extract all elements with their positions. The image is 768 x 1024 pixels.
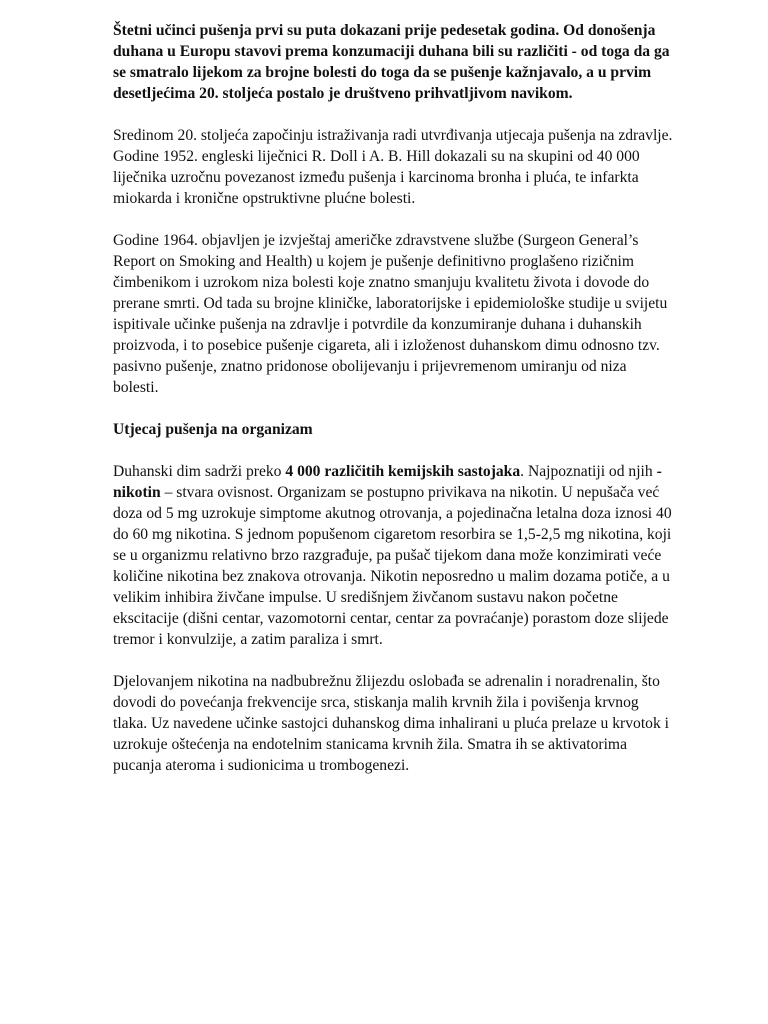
- intro-paragraph: Štetni učinci pušenja prvi su puta dokazani prije pedesetak godina. Od donošenja duhana u Europu stavovi prema konzumaciji duhana bili su različiti - od toga da ga se smatralo lijekom za brojne bolesti do toga da se pušenje kažnjavalo, a u prvim desetljećima 20. stoljeća postalo je društveno prihvatljivom navikom.: [113, 22, 670, 102]
- nicotine-bold-1: 4 000 različitih kemijskih sastojaka: [285, 463, 521, 480]
- report-paragraph: Godine 1964. objavljen je izvještaj američke zdravstvene službe (Surgeon General’s Report on Smoking and Health) u kojem je pušenje definitivno proglašeno rizičnim čimbenikom i uzrokom niza bolesti koje znatno smanjuju kvalitetu života i dovode do prerane smrti. Od tada su brojne kliničke, laboratorijske i epidemiološke studije u svijetu ispitivale učinke pušenja na zdravlje i potvrdile da konzumiranje duhana i duhanskih proizvoda, i to posebice pušenje cigareta, ali i izloženost duhanskom dimu odnosno tzv. pasivno pušenje, znatno pridonose obolijevanju i prijevremenom umiranju od niza bolesti.: [113, 232, 668, 396]
- nicotine-paragraph: [113, 461, 673, 650]
- nicotine-text-1: Duhanski dim sadrži preko: [113, 463, 286, 480]
- nicotine-text-3: – stvara ovisnost. Organizam se postupno privikava na nikotin. U nepušača već doza od 5 mg uzrokuje simptome akutnog otrovanja, a pojedinačna letalna doza iznosi 40 do 60 mg nikotina. S jednom popušenom cigaretom resorbira se 1,5-2,5 mg nikotina, koji se u organizmu relativno brzo razgrađuje, pa pušač tijekom dana može konzimirati veće količine nikotina bez znakova otrovanja. Nikotin neposredno u malim dozama potiče, a u velikim inhibira živčane impulse. U središnjem živčanom sustavu nakon početne ekscitacije (dišni centar, vazomotorni centar, centar za povraćanje) porastom doze slijede tremor i konvulzije, a zatim paraliza i smrt.: [113, 484, 672, 648]
- history-paragraph: Sredinom 20. stoljeća započinju istraživanja radi utvrđivanja utjecaja pušenja na zdravlje. Godine 1952. engleski liječnici R. Doll i A. B. Hill dokazali su na skupini od 40 000 liječnika uzročnu povezanost između pušenja i karcinoma bronha i pluća, te infarkta miokarda i kronične opstruktivne plućne bolesti.: [113, 127, 673, 207]
- section-heading: Utjecaj pušenja na organizam: [113, 421, 313, 438]
- nicotine-text-2: . Najpoznatiji od njih: [520, 463, 657, 480]
- document-page: [113, 20, 673, 797]
- adrenaline-paragraph: Djelovanjem nikotina na nadbubrežnu žlijezdu oslobađa se adrenalin i noradrenalin, što dovodi do povećanja frekvencije srca, stiskanja malih krvnih žila i povišenja krvnog tlaka. Uz navedene učinke sastojci duhanskog dima inhalirani u pluća prelaze u krvotok i uzrokuje oštećenja na endotelnim stanicama krvnih žila. Smatra ih se aktivatorima pucanja ateroma i sudionicima u trombogenezi.: [113, 673, 669, 774]
- nicotine-bold-2: - nikotin: [113, 463, 662, 501]
